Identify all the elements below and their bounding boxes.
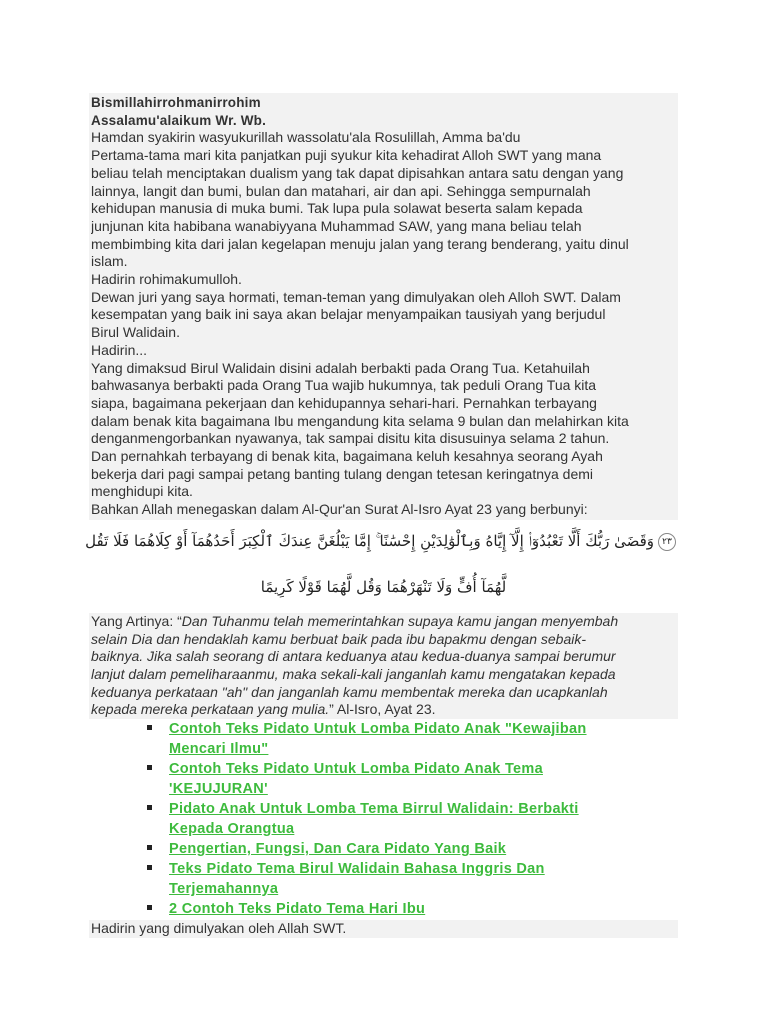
- translation-line: [91, 701, 676, 719]
- body-line: bekerja dari pagi sampai petang banting tulang dengan tetesan keringatnya demi: [91, 465, 594, 482]
- related-link-text: 2 Contoh Teks Pidato Tema Hari Ibu: [169, 901, 426, 918]
- basmalah-heading: Bismillahirrohmanirrohim: [91, 95, 261, 110]
- related-link-item: [147, 899, 678, 919]
- body-line: Hamdan syakirin wasyukurillah wassolatu'ala Rosulillah, Amma ba'du: [91, 129, 521, 146]
- square-bullet-icon: [147, 805, 152, 810]
- translation-italic: lanjut dalam pemeliharaanmu, maka sekali-kali janganlah kamu mengatakan kepada: [91, 665, 616, 682]
- square-bullet-icon: [147, 765, 152, 770]
- verse-number-icon: ٢٣: [658, 533, 676, 551]
- body-line: Pertama-tama mari kita panjatkan puji syukur kita kehadirat Alloh SWT yang mana: [91, 147, 602, 164]
- translation-italic: baiknya. Jika salah seorang di antara keduanya atau kedua-duanya sampai berumur: [91, 648, 616, 665]
- related-link[interactable]: [169, 859, 678, 899]
- salam-heading: Assalamu'alaikum Wr. Wb.: [91, 112, 267, 128]
- related-link[interactable]: [169, 759, 678, 799]
- body-line: kehidupan manusia di muka bumi. Tak lupa pula solawat beserta salam kepada: [91, 200, 583, 217]
- body-line: islam.: [91, 253, 128, 270]
- closing-line: Hadirin yang dimulyakan oleh Allah SWT.: [89, 920, 678, 938]
- related-link-text: Terjemahannya: [169, 881, 279, 898]
- body-line: menghidupi kita.: [91, 483, 193, 500]
- body-line: membimbing kita dari jalan kegelapan menuju jalan yang terang benderang, yaitu dinul: [91, 235, 629, 252]
- quran-verse: [85, 520, 678, 613]
- related-link-text: Pidato Anak Untuk Lomba Tema Birrul Walidain: Berbakti: [169, 801, 579, 818]
- related-link-text: Pengertian, Fungsi, Dan Cara Pidato Yang Baik: [169, 841, 507, 858]
- related-link[interactable]: [169, 839, 678, 859]
- square-bullet-icon: [147, 725, 152, 730]
- related-link-text: Kepada Orangtua: [169, 821, 295, 838]
- translation-line: [91, 613, 676, 631]
- related-link-text: Contoh Teks Pidato Untuk Lomba Pidato Anak Tema: [169, 761, 543, 778]
- verse-translation: [89, 613, 678, 719]
- body-line: Hadirin...: [91, 341, 148, 358]
- article-content: [85, 93, 678, 938]
- body-line: bahwasanya berbakti pada Orang Tua wajib hukumnya, tak peduli Orang Tua kita: [91, 377, 597, 394]
- translation-line: [91, 648, 676, 666]
- body-line: junjunan kita habibana wanabiyyana Muhammad SAW, yang mana beliau telah: [91, 217, 582, 234]
- arabic-verse-line-1: [85, 532, 676, 551]
- translation-text: [91, 613, 676, 719]
- related-link[interactable]: [169, 719, 678, 759]
- related-link[interactable]: [169, 899, 678, 919]
- related-link-item: [147, 719, 678, 759]
- speech-body: [91, 129, 676, 518]
- translation-italic: selain Dia dan hendaklah kamu berbuat baik pada ibu bapakmu dengan sebaik-: [91, 630, 587, 647]
- body-line: Dewan juri yang saya hormati, teman-teman yang dimulyakan oleh Alloh SWT. Dalam: [91, 288, 621, 305]
- body-line: Yang dimaksud Birul Walidain disini adalah berbakti pada Orang Tua. Ketahuilah: [91, 359, 590, 376]
- arabic-verse-line-2: لَّهُمَآ أُفٍّ وَلَا تَنْهَرْهُمَا وَقُل لَّهُمَا قَوْلًا كَرِيمًا: [260, 577, 507, 596]
- body-line: Hadirin rohimakumulloh.: [91, 271, 242, 288]
- related-link-item: [147, 839, 678, 859]
- square-bullet-icon: [147, 905, 152, 910]
- square-bullet-icon: [147, 845, 152, 850]
- related-link-text: Contoh Teks Pidato Untuk Lomba Pidato Anak "Kewajiban: [169, 721, 587, 738]
- body-line: siapa, bagaimana pekerjaan dan kehidupannya sehari-hari. Pernahkan terbayang: [91, 394, 597, 411]
- related-link-item: [147, 859, 678, 899]
- body-line: Dan pernahkah terbayang di benak kita, bagaimana keluh kesahnya seorang Ayah: [91, 448, 603, 465]
- intro-block: [89, 93, 678, 520]
- translation-italic: kepada mereka perkataan yang mulia.: [91, 701, 330, 718]
- body-line: Birul Walidain.: [91, 324, 180, 341]
- arabic-line-1-text: وَقَضَىٰ رَبُّكَ أَلَّا تَعْبُدُوٓا۟ إِلَّآ إِيَّاهُ وَبِٱلْوَٰلِدَيْنِ إِحْسَٰنًا ۚ إِمَّا يَبْلُغَنَّ عِندَكَ ٱلْكِبَرَ أَحَدُهُمَآ أَوْ كِلَاهُمَا فَلَا تَقُل: [85, 531, 654, 550]
- body-line: denganmengorbankan nyawanya, tak sampai disitu kita disusuinya selama 2 tahun.: [91, 430, 610, 447]
- related-link-text: 'KEJUJURAN': [169, 781, 268, 798]
- body-line: lainnya, langit dan bumi, bulan dan matahari, air dan api. Sehingga sempurnalah: [91, 182, 591, 199]
- translation-line: [91, 684, 676, 702]
- related-links-list: [89, 719, 678, 919]
- translation-prefix: Yang Artinya: “: [91, 612, 182, 629]
- translation-italic: Dan Tuhanmu telah memerintahkan supaya kamu jangan menyembah: [181, 612, 619, 629]
- translation-line: [91, 666, 676, 684]
- related-link[interactable]: [169, 799, 678, 839]
- related-link-text: Teks Pidato Tema Birul Walidain Bahasa Inggris Dan: [169, 861, 545, 878]
- translation-line: [91, 631, 676, 649]
- related-link-item: [147, 799, 678, 839]
- square-bullet-icon: [147, 865, 152, 870]
- body-line: kesempatan yang baik ini saya akan belajar menyampaikan tausiyah yang berjudul: [91, 306, 606, 323]
- related-link-item: [147, 759, 678, 799]
- body-line: Bahkan Allah menegaskan dalam Al-Qur'an Surat Al-Isro Ayat 23 yang berbunyi:: [91, 501, 588, 518]
- related-link-text: Mencari Ilmu": [169, 741, 269, 758]
- translation-italic: keduanya perkataan "ah" dan janganlah kamu membentak mereka dan ucapkanlah: [91, 683, 608, 700]
- body-line: dalam benak kita bagaimana Ibu mengandung kita selama 9 bulan dan melahirkan kita: [91, 412, 629, 429]
- translation-source: ” Al-Isro, Ayat 23.: [329, 701, 436, 718]
- body-line: beliau telah menciptakan dualism yang tak dapat dipisahkan antara satu dengan yang: [91, 164, 624, 181]
